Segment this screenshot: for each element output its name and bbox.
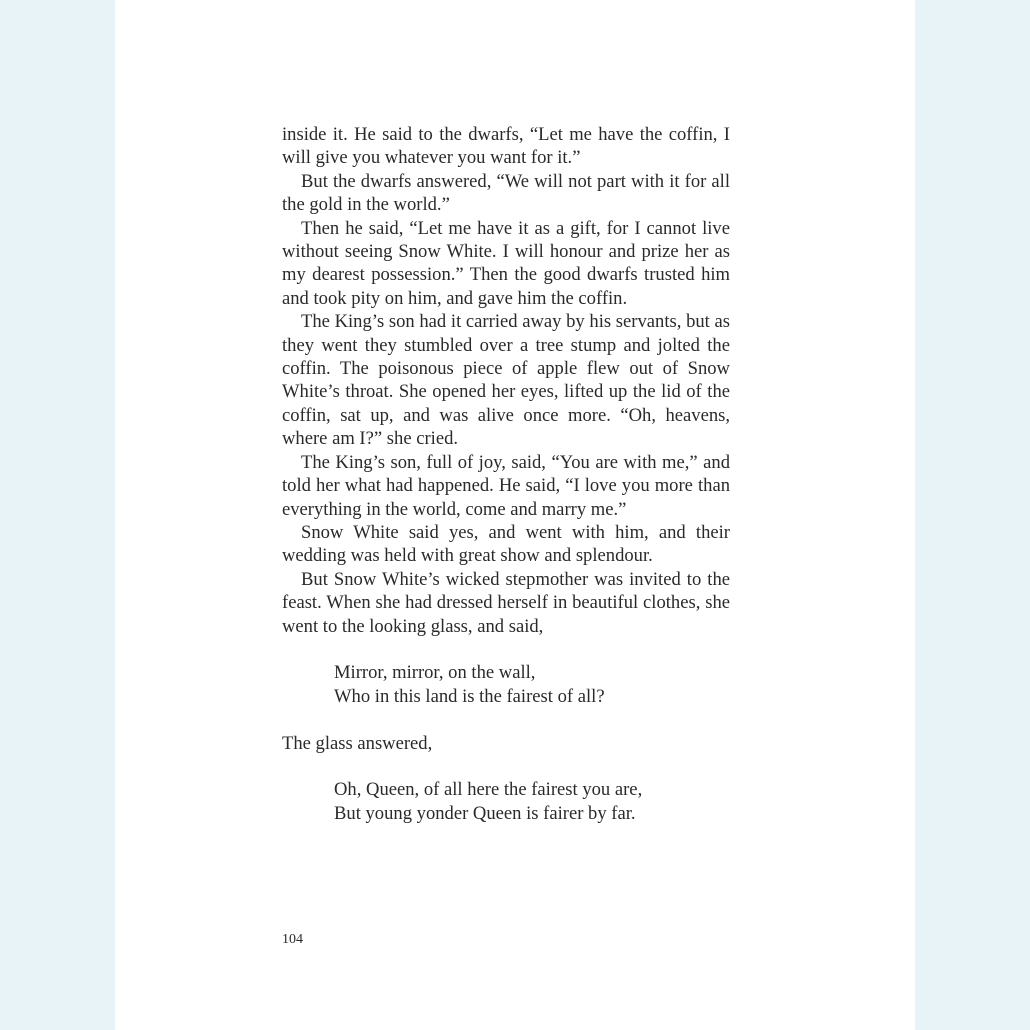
body-text xyxy=(282,123,730,849)
book-page xyxy=(115,0,915,1030)
paragraph: Then he said, “Let me have it as a gift, for I cannot live without seeing Snow White. I will honour and prize her as my dearest possession.” Then the good dwarfs trusted him and took pity on him, and gave him the coffin. xyxy=(282,217,730,309)
verse-line: Oh, Queen, of all here the fairest you are, xyxy=(334,779,643,801)
verse-line: But young yonder Queen is fairer by far. xyxy=(334,802,636,824)
verse-line: Who in this land is the fairest of all? xyxy=(334,685,605,707)
verse-glass-answer xyxy=(334,778,730,825)
paragraph-glass-answered: The glass answered, xyxy=(282,732,433,754)
paragraph: But Snow White’s wicked stepmother was invited to the feast. When she had dressed herself in beautiful clothes, she went to the looking glass, and said, xyxy=(282,568,730,637)
paragraph: The King’s son had it carried away by his servants, but as they went they stumbled over a tree stump and jolted the coffin. The poisonous piece of apple flew out of Snow White’s throat. She opened her eyes, lifted up the lid of the coffin, sat up, and was alive once more. “Oh, heavens, where am I?” she cried. xyxy=(282,311,730,450)
paragraph: But the dwarfs answered, “We will not part with it for all the gold in the world.” xyxy=(282,170,730,216)
paragraph: inside it. He said to the dwarfs, “Let me have the coffin, I will give you whatever you want for it.” xyxy=(282,124,730,169)
verse-line: Mirror, mirror, on the wall, xyxy=(334,662,536,684)
paragraph: The King’s son, full of joy, said, “You are with me,” and told her what had happened. He said, “I love you more than everything in the world, come and marry me.” xyxy=(282,451,730,520)
page-number: 104 xyxy=(282,932,303,947)
paragraph: Snow White said yes, and went with him, and their wedding was held with great show and splendour. xyxy=(282,521,730,567)
verse-mirror xyxy=(334,661,730,708)
